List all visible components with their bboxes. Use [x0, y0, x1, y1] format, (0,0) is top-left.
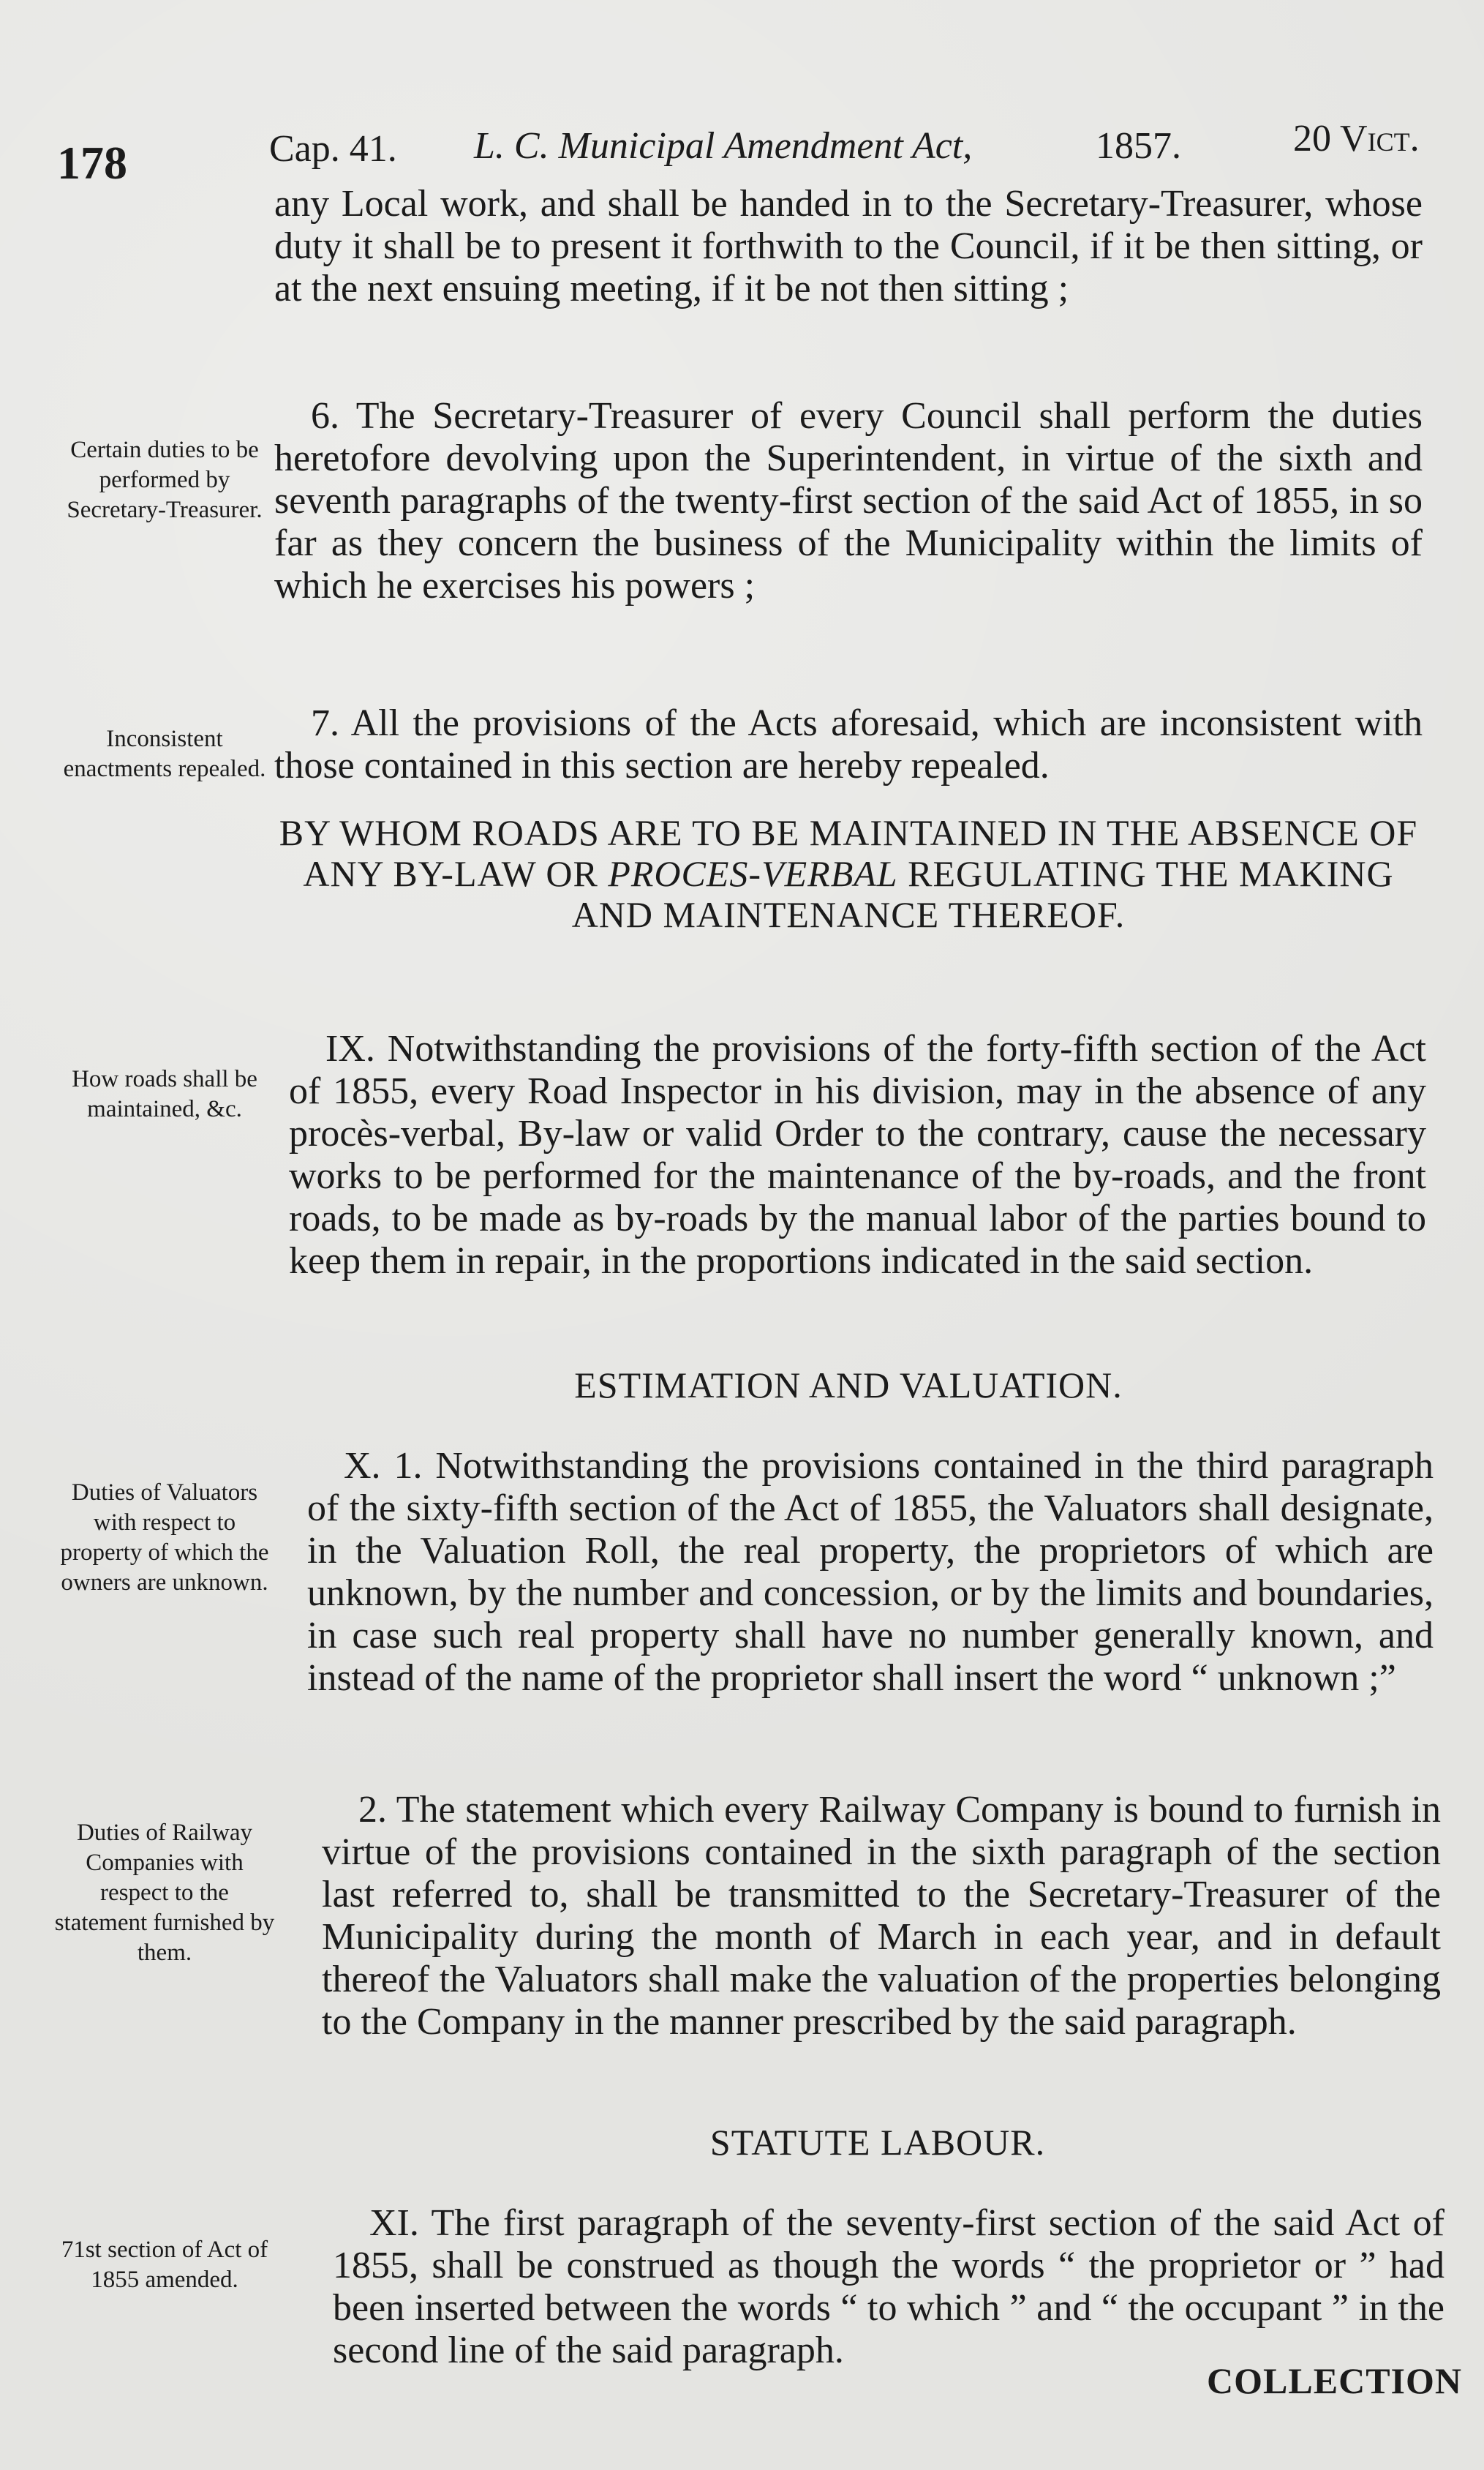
running-header	[57, 110, 1427, 189]
paragraph-7: 7. All the provisions of the Acts aforesaid, which are inconsistent with those contained in this section are hereby repealed.	[274, 702, 1423, 787]
paragraph-X2: 2. The statement which every Railway Company is bound to furnish in virtue of the provisions contained in the sixth paragraph of the section last referred to, shall be transmitted to the Secretary-Treasurer of the Municipality during the month of March in each year, and in default thereof the Valuators shall make the valuation of the properties belonging to the Company in the manner prescribed by the said paragraph.	[322, 1789, 1441, 2043]
margin-note-section-IX: How roads shall be maintained, &c.	[72, 1066, 257, 1122]
paragraph-X1: X. 1. Notwithstanding the provisions contained in the third paragraph of the sixty-fifth section of the Act of 1855, the Valuators shall designate, in the Valuation Roll, the real property, the proprietors of which are unknown, by the number and concession, or by the limits and boundaries, in case such real property shall have no number generally known, and instead of the name of the proprietor shall insert the word “ unknown ;”	[307, 1445, 1434, 1699]
regnal-year: 20 Vict.	[1293, 118, 1420, 159]
margin-note-section-7: Inconsistent enactments repealed.	[63, 726, 266, 782]
catchword: COLLECTION	[1207, 2360, 1462, 2401]
page-number: 178	[57, 137, 127, 189]
heading-statute-labour: STATUTE LABOUR.	[709, 2122, 1046, 2163]
act-year: 1857.	[1096, 125, 1181, 167]
margin-note-section-X1: Duties of Valuators with respect to property of which the owners are unknown.	[60, 1479, 269, 1596]
act-title: L. C. Municipal Amendment Act,	[474, 125, 973, 167]
heading-roads-proces-verbal: PROCES-VERBAL	[608, 853, 898, 894]
chapter-label: Cap. 41.	[269, 128, 397, 170]
margin-note-section-6: Certain duties to be performed by Secretary-Treasurer.	[67, 437, 263, 523]
paragraph-IX: IX. Notwithstanding the provisions of the forty-fifth section of the Act of 1855, every Road Inspector in his division, may in the absence of any procès-verbal, By-law or valid Order to the contrary, cause the necessary works to be performed for the maintenance of the by-roads, and the front roads, to be made as by-roads by the manual labor of the parties bound to keep them in repair, in the proportions indicated in the said section.	[289, 1028, 1426, 1282]
heading-roads-part-2: REGULATING THE MAKING AND MAINTENANCE THEREOF.	[571, 853, 1394, 935]
margin-note-section-X2: Duties of Railway Companies with respect to the statement furnished by them.	[54, 1820, 275, 1966]
paragraph-continued: any Local work, and shall be handed in to the Secretary-Treasurer, whose duty it shall be to present it forthwith to the Council, if it be then sitting, or at the next ensuing meeting, if it be not then sitting ;	[274, 183, 1423, 309]
margin-note-section-XI: 71st section of Act of 1855 amended.	[61, 2237, 268, 2293]
heading-roads	[278, 812, 1419, 935]
paragraph-6: 6. The Secretary-Treasurer of every Council shall perform the duties heretofore devolving upon the Superintendent, in virtue of the sixth and seventh paragraphs of the twenty-first section of the said Act of 1855, in so far as they concern the business of the Municipality within the limits of which he exercises his powers ;	[274, 395, 1423, 607]
paragraph-XI: XI. The first paragraph of the seventy-first section of the said Act of 1855, shall be construed as though the words “ the proprietor or ” had been inserted between the words “ to which ” and “ the occupant ” in the second line of the said paragraph.	[333, 2202, 1445, 2371]
heading-roads-part-1: BY WHOM ROADS ARE TO BE MAINTAINED IN THE ABSENCE OF ANY BY-LAW OR	[279, 812, 1418, 894]
heading-estimation: ESTIMATION AND VALUATION.	[574, 1364, 1123, 1405]
